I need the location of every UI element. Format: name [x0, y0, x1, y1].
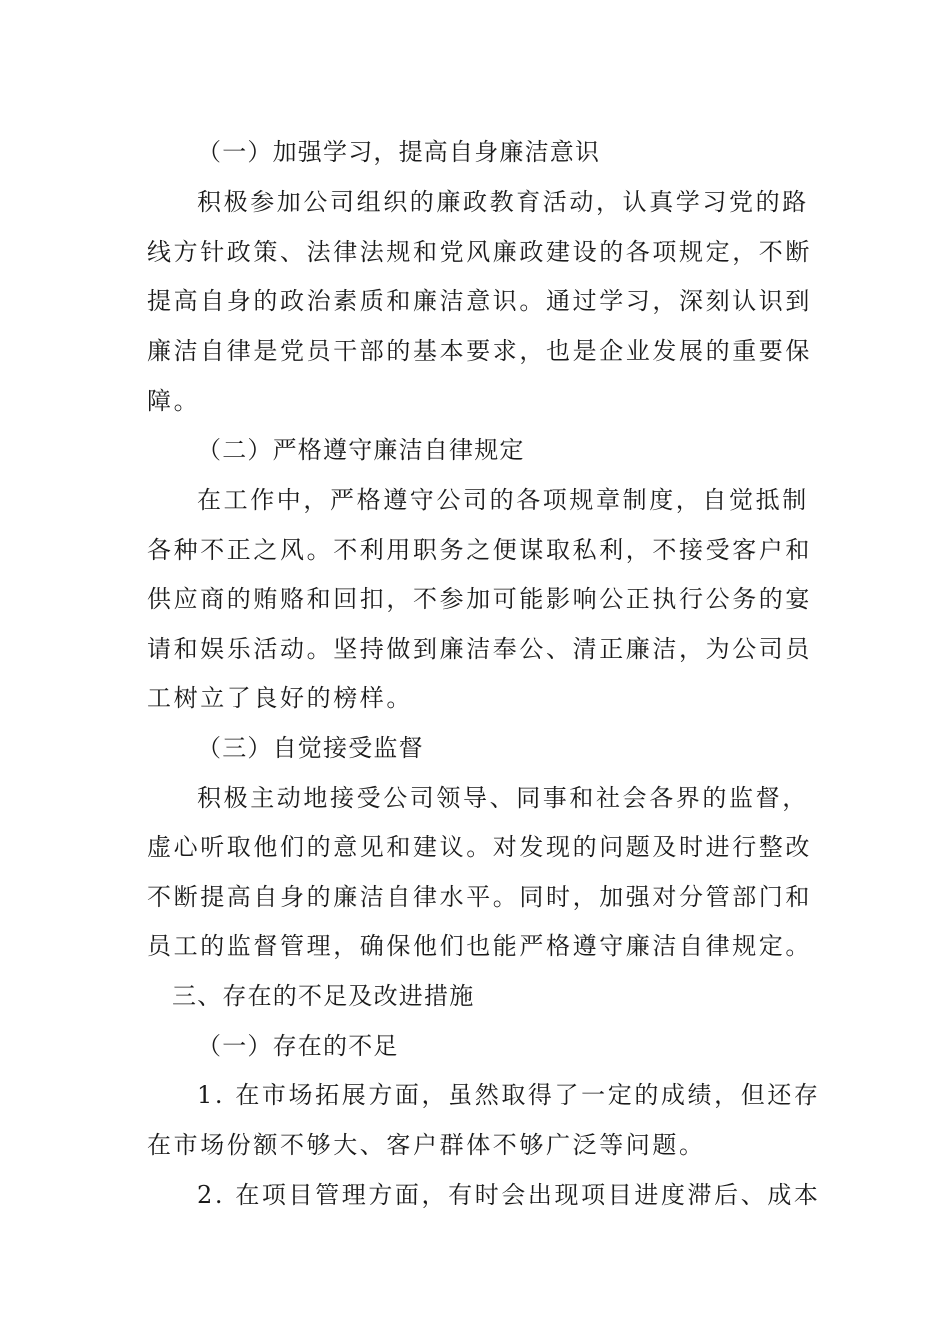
paragraph-line: 积极参加公司组织的廉政教育活动，认真学习党的路 [197, 188, 809, 216]
heading-1-1: （一）加强学习，提高自身廉洁意识 [197, 138, 601, 166]
paragraph-line: 供应商的贿赂和回扣，不参加可能影响公正执行公务的宴 [147, 585, 812, 613]
paragraph-line: 在市场份额不够大、客户群体不够广泛等问题。 [147, 1131, 706, 1159]
heading-1-3: （三）自觉接受监督 [197, 734, 424, 762]
heading-3-1: （一）存在的不足 [197, 1032, 399, 1060]
paragraph-line: 障。 [147, 387, 201, 415]
paragraph-line: 请和娱乐活动。坚持做到廉洁奉公、清正廉洁，为公司员 [147, 635, 812, 663]
list-item-2: 2. 在项目管理方面，有时会出现项目进度滞后、成本 [197, 1181, 821, 1209]
paragraph-line: 积极主动地接受公司领导、同事和社会各界的监督， [197, 784, 809, 812]
paragraph-line: 在工作中，严格遵守公司的各项规章制度，自觉抵制 [197, 486, 809, 514]
paragraph-line: 各种不正之风。不利用职务之便谋取私利，不接受客户和 [147, 536, 812, 564]
heading-1-2: （二）严格遵守廉洁自律规定 [197, 436, 525, 464]
paragraph-line: 工树立了良好的榜样。 [147, 684, 413, 712]
paragraph-line: 廉洁自律是党员干部的基本要求，也是企业发展的重要保 [147, 337, 812, 365]
list-item-1: 1. 在市场拓展方面，虽然取得了一定的成绩，但还存 [197, 1081, 821, 1109]
paragraph-line: 虚心听取他们的意见和建议。对发现的问题及时进行整改 [147, 833, 812, 861]
paragraph-line: 提高自身的政治素质和廉洁意识。通过学习，深刻认识到 [147, 287, 812, 315]
paragraph-line: 不断提高自身的廉洁自律水平。同时，加强对分管部门和 [147, 883, 812, 911]
paragraph-line: 线方针政策、法律法规和党风廉政建设的各项规定，不断 [147, 238, 812, 266]
section-heading-3: 三、存在的不足及改进措施 [172, 982, 475, 1010]
paragraph-line: 员工的监督管理，确保他们也能严格遵守廉洁自律规定。 [147, 932, 812, 960]
